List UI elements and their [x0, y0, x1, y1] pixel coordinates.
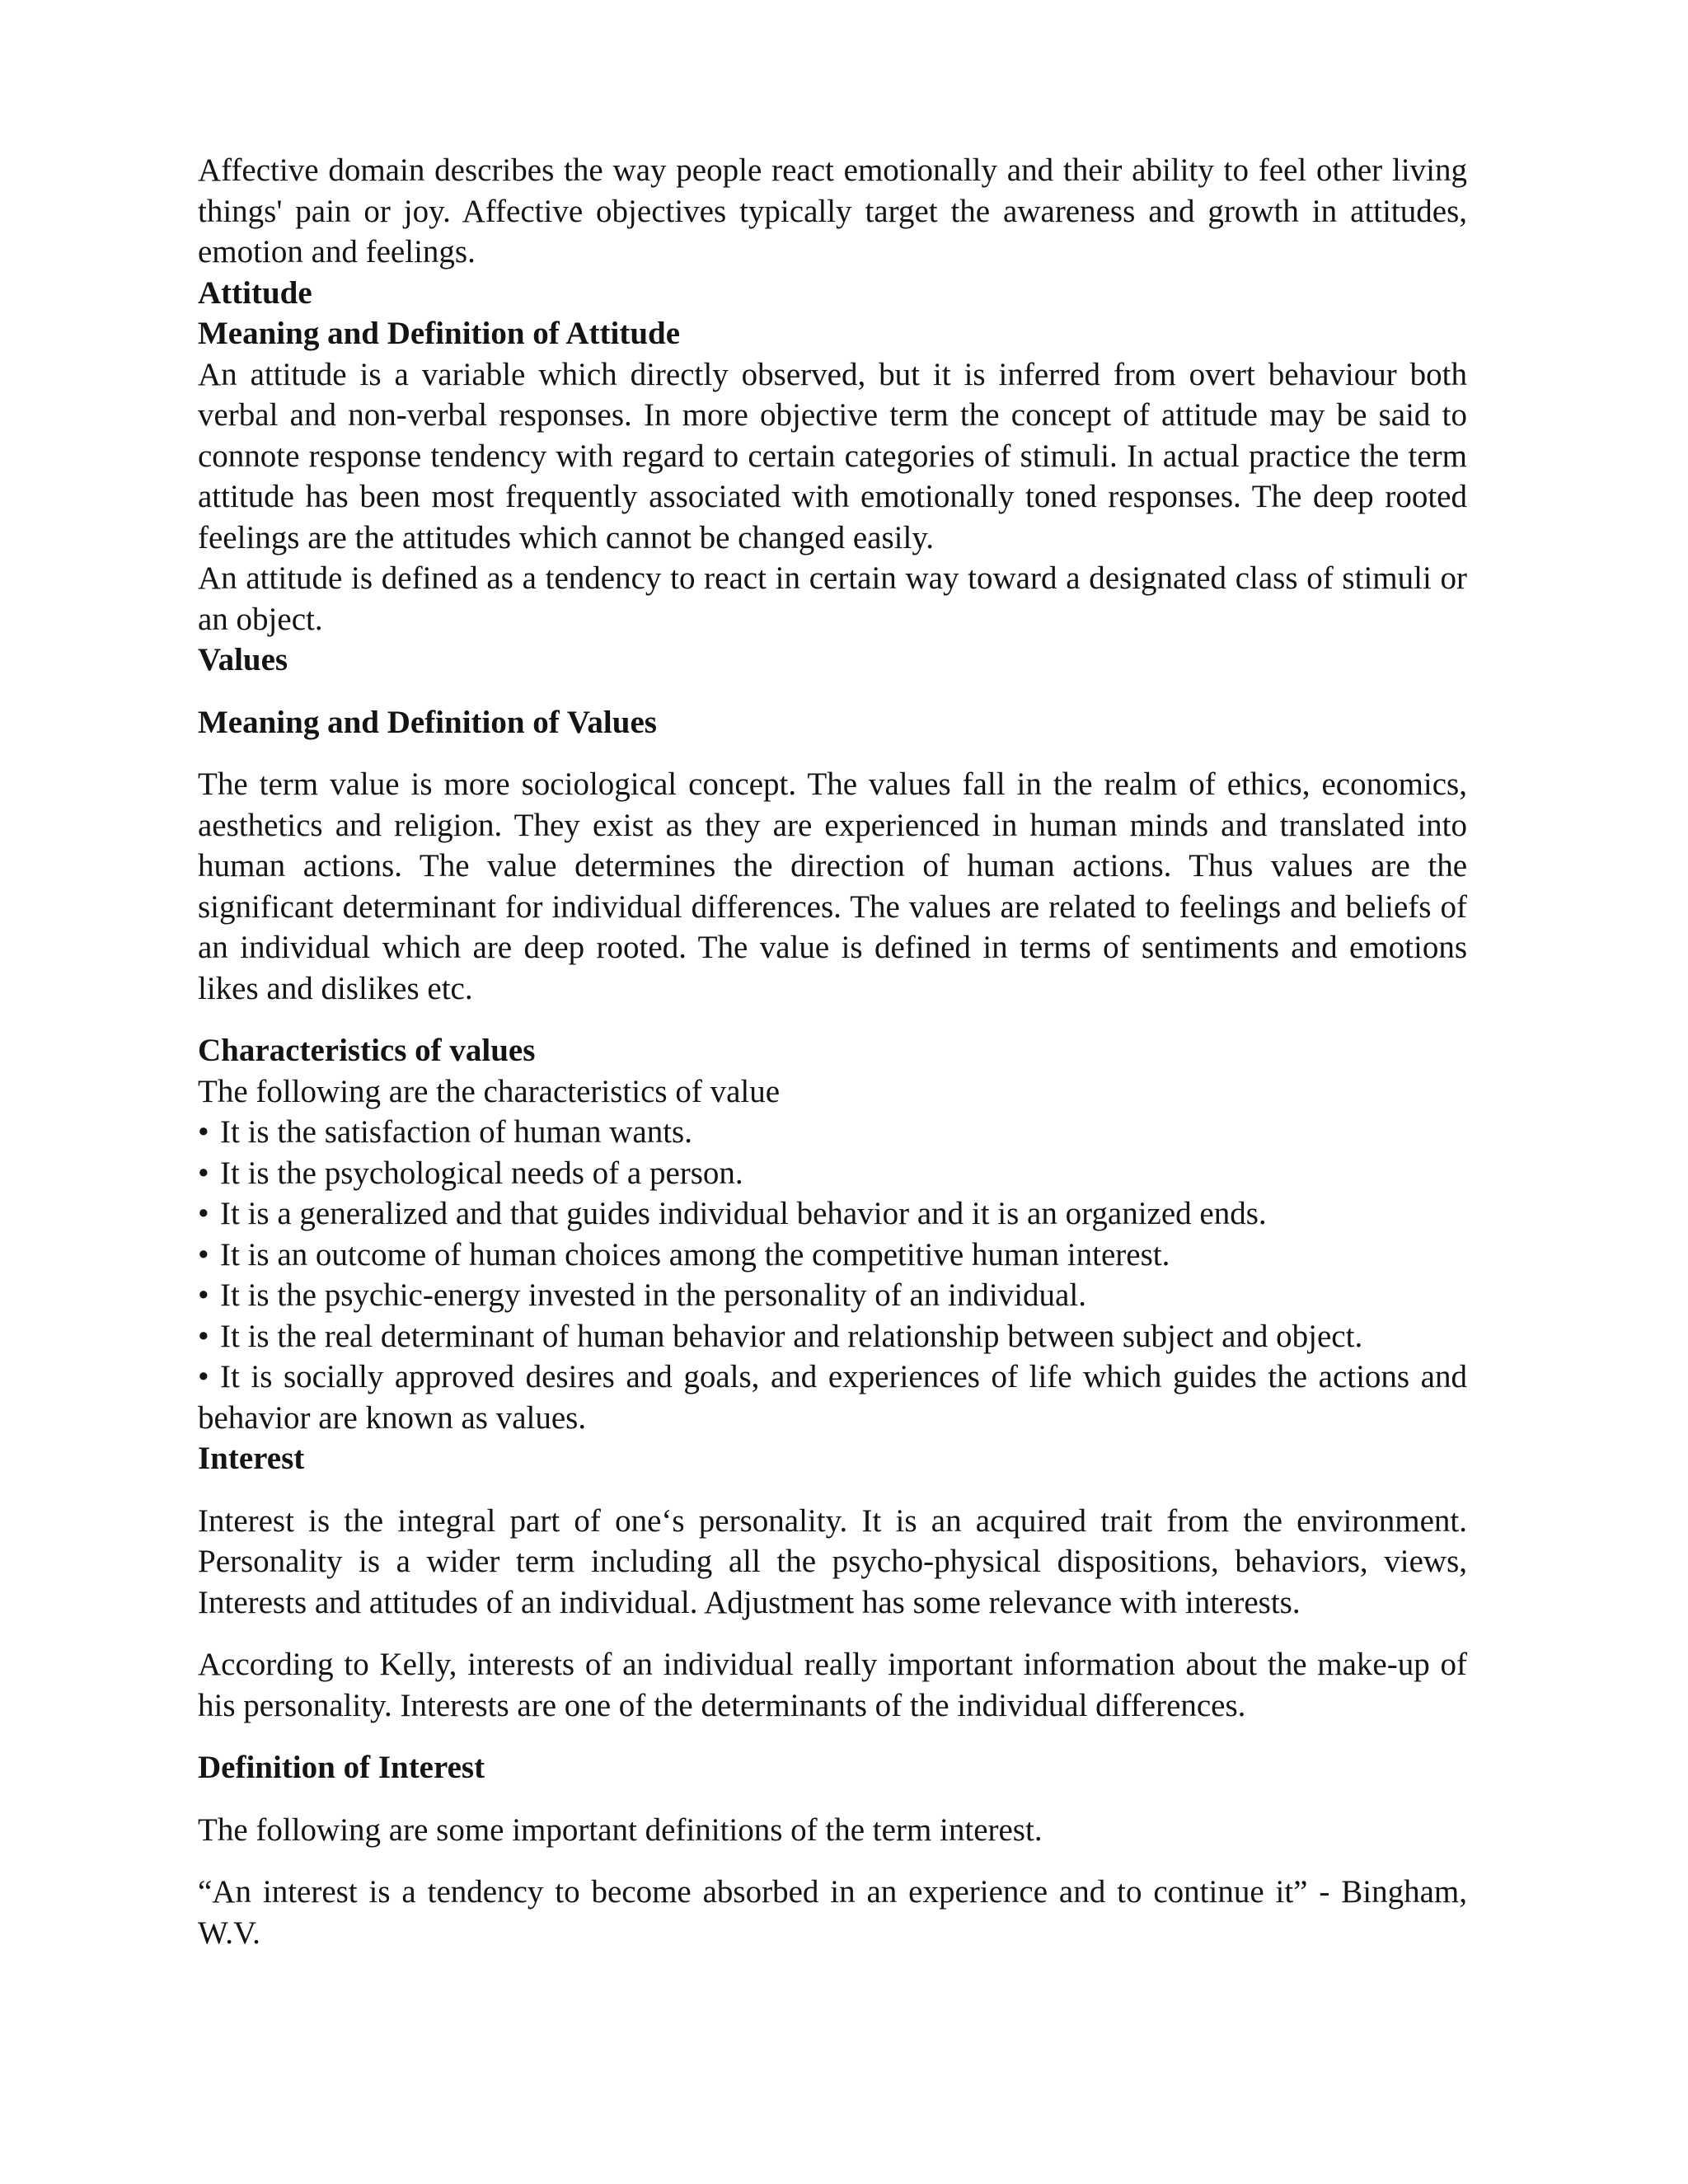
list-item-text: It is the real determinant of human behavior and relationship between subject and object. — [220, 1318, 1363, 1354]
bullet-icon: • — [198, 1155, 209, 1191]
attitude-heading: Attitude — [198, 274, 312, 311]
list-item — [198, 1357, 1467, 1438]
values-subheading: Meaning and Definition of Values — [198, 704, 657, 740]
bullet-icon: • — [198, 1318, 209, 1354]
list-item-text: It is socially approved desires and goals, and experiences of life which guides the actions and behavior are known as values. — [198, 1359, 1467, 1436]
list-item — [198, 1112, 1467, 1153]
attitude-subheading: Meaning and Definition of Attitude — [198, 316, 681, 351]
list-item — [198, 1193, 1467, 1235]
bullet-icon: • — [198, 1114, 209, 1150]
list-item-text: It is the psychic-energy invested in the personality of an individual. — [220, 1277, 1086, 1313]
interest-paragraph-2: According to Kelly, interests of an individual really important information about the make-up of his personality. Interests are one of the determinants of the individual differences. — [198, 1647, 1467, 1723]
values-paragraph: The term value is more sociological concept. The values fall in the realm of ethics, economics, aesthetics and religion. They exist as they are experienced in human minds and translated into human actions. The value determines the direction of human actions. Thus values are the significant determinant for individual differences. The values are related to feelings and beliefs of an individual which are deep rooted. The value is defined in terms of sentiments and emotions likes and dislikes etc. — [198, 766, 1467, 1006]
list-item — [198, 1275, 1467, 1316]
bullet-icon: • — [198, 1236, 209, 1272]
bingham-quote: “An interest is a tendency to become absorbed in an experience and to continue it” - Bingham, W.V. — [198, 1874, 1467, 1951]
bullet-icon: • — [198, 1359, 209, 1394]
list-item-text: It is an outcome of human choices among the competitive human interest. — [220, 1236, 1170, 1272]
interest-heading: Interest — [198, 1441, 305, 1476]
list-item-text: It is the satisfaction of human wants. — [220, 1114, 692, 1150]
intro-paragraph: Affective domain describes the way people react emotionally and their ability to feel other living things' pain or joy. Affective objectives typically target the awareness and growth in attitudes, emotion and feelings. — [198, 152, 1467, 269]
attitude-paragraph-2: An attitude is defined as a tendency to react in certain way toward a designated class of stimuli or an object. — [198, 560, 1467, 637]
attitude-paragraph-1: An attitude is a variable which directly observed, but it is inferred from overt behaviour both verbal and non-verbal responses. In more objective term the concept of attitude may be said to connote response tendency with regard to certain categories of stimuli. In actual practice the term attitude has been most frequently associated with emotionally toned responses. The deep rooted feelings are the attitudes which cannot be changed easily. — [198, 356, 1467, 555]
characteristics-intro: The following are the characteristics of value — [198, 1073, 781, 1109]
bullet-icon: • — [198, 1196, 209, 1231]
definition-intro: The following are some important definitions of the term interest. — [198, 1811, 1043, 1848]
definition-of-interest-heading: Definition of Interest — [198, 1750, 485, 1785]
characteristics-list — [198, 1112, 1467, 1438]
list-item — [198, 1153, 1467, 1194]
values-heading: Values — [198, 642, 288, 677]
document-page — [198, 150, 1467, 1953]
interest-paragraph-1: Interest is the integral part of one‘s personality. It is an acquired trait from the environment. Personality is a wider term including all the psycho-physical dispositions, behaviors, views, Interests and attitudes of an individual. Adjustment has some relevance with interests. — [198, 1502, 1467, 1620]
list-item — [198, 1235, 1467, 1276]
bullet-icon: • — [198, 1277, 209, 1313]
characteristics-heading: Characteristics of values — [198, 1033, 536, 1068]
list-item-text: It is a generalized and that guides individual behavior and it is an organized ends. — [220, 1196, 1267, 1231]
list-item-text: It is the psychological needs of a person. — [220, 1155, 743, 1191]
list-item — [198, 1316, 1467, 1357]
